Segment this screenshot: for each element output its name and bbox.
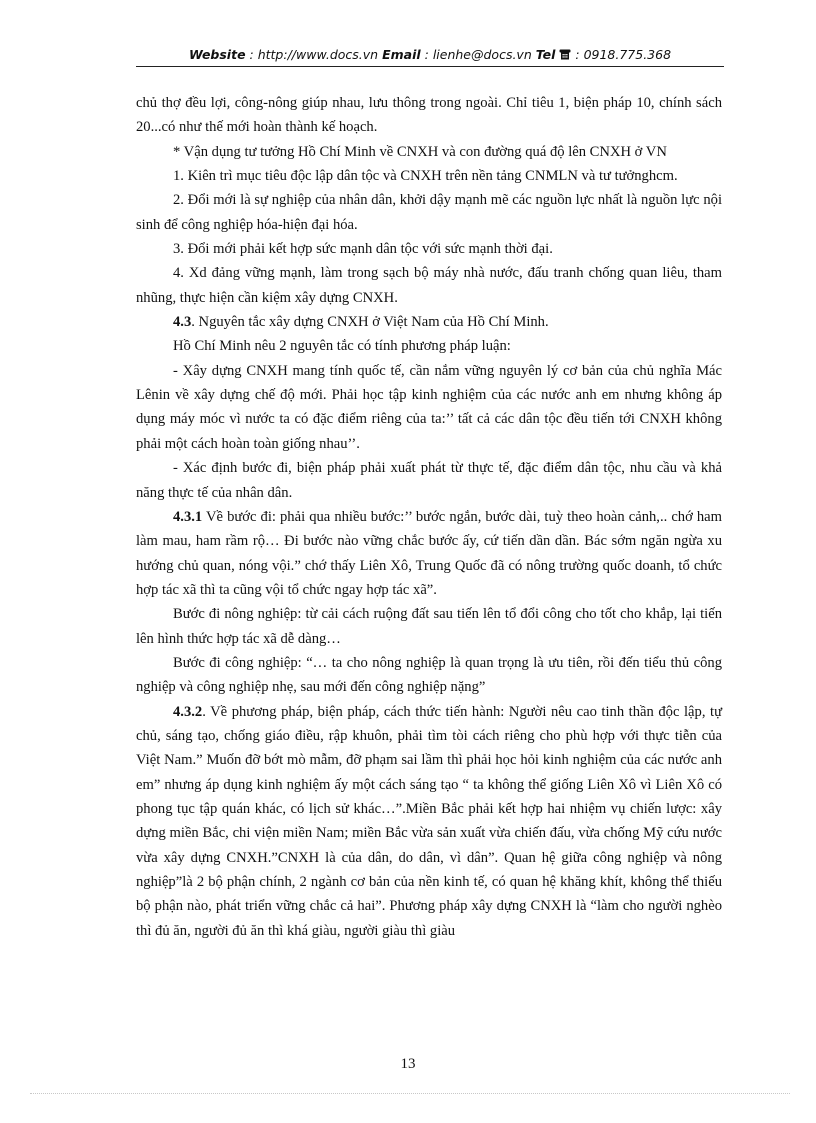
paragraph-agriculture: Bước đi nông nghiệp: từ cải cách ruộng đất sau tiến lên tổ đổi công cho tốt cho khắp, lại tiến lên hình thức hợp tác xã dễ dàng…: [136, 606, 722, 647]
section-text-4-3-1: Về bước đi: phải qua nhiều bước:’’ bước ngắn, bước dài, tuỳ theo hoàn cảnh,.. chớ ham làm mau, ham rầm rộ… Đi bước nào vững chắc bước ấy, cứ tiến dần dần. Bác sớm ngăn ngừa xu hướng chủ quan, nóng vội.” chớ thấy Liên Xô, Trung Quốc đã có nông trường quốc doanh, tổ chức hợp tác xã thì ta cũng vội tổ chức ngay hợp tác xã”.: [136, 508, 722, 598]
paragraph-1: chủ thợ đều lợi, công-nông giúp nhau, lưu thông trong ngoài. Chỉ tiêu 1, biện pháp 10, chính sách 20...có như thế mới hoàn thành kế hoạch.: [136, 95, 722, 136]
paragraph-item-3: 3. Đổi mới phải kết hợp sức mạnh dân tộc với sức mạnh thời đại.: [173, 241, 553, 258]
email-label: Email: [382, 47, 421, 62]
website-url[interactable]: : http://www.docs.vn: [245, 47, 383, 62]
section-title-4-3: . Nguyên tắc xây dựng CNXH ở Việt Nam của Hồ Chí Minh.: [191, 314, 549, 331]
tel-label: Tel: [535, 47, 556, 62]
section-text-4-3-2: . Về phương pháp, biện pháp, cách thức tiến hành: Người nêu cao tinh thần độc lập, tự chủ, sáng tạo, chống giáo điều, rập khuôn, phải tìm tòi cách riêng cho phù hợp với thực tiễn của Việt Nam.” Muốn đỡ bớt mò mẫm, đỡ phạm sai lầm thì phải học hỏi kinh nghiệm của các nước anh em” nhưng áp dụng kinh nghiệm ấy một cách sáng tạo “ ta không thể giống Liên Xô vì Liên Xô có phong tục tập quán khác, có lịch sử khác…”.Miền Bắc phải kết hợp hai nhiệm vụ chiến lược: xây dựng miền Bắc, chi viện miền Nam; miền Bắc vừa sản xuất vừa chiến đấu, vừa chống Mỹ cứu nước vừa xây dựng CNXH.”CNXH là của dân, do dân, vì dân”. Quan hệ giữa công nghiệp và nông nghiệp”là 2 bộ phận chính, 2 ngành cơ bản của nền kinh tế, có quan hệ khăng khít, không thể thiếu bộ phận nào, phát triển vững chắc cả hai”. Phương pháp xây dựng CNXH là “làm cho người nghèo thì đủ ăn, người đủ ăn thì khá giàu, người giàu thì giàu: [136, 703, 722, 939]
paragraph-principles-intro: Hồ Chí Minh nêu 2 nguyên tắc có tính phương pháp luận:: [173, 338, 511, 355]
page-number: 13: [400, 1056, 416, 1072]
paragraph-heading-vandung: * Vận dụng tư tưởng Hồ Chí Minh về CNXH và con đường quá độ lên CNXH ở VN: [173, 143, 667, 160]
section-number-4-3-1: 4.3.1: [173, 508, 203, 525]
paragraph-principle-1: - Xây dựng CNXH mang tính quốc tế, cần nắm vững nguyên lý cơ bản của chủ nghĩa Mác Lênin về xây dựng chế độ mới. Phải học tập kinh nghiệm của các nước anh em nhưng không áp dụng máy móc vì nước ta có đặc điểm riêng của ta:’’ tất cả các dân tộc đều tiến tới CNXH không phải một cách hoàn toàn giống nhau’’.: [136, 362, 722, 452]
section-4-3-1: [136, 505, 722, 602]
website-label: Website: [188, 47, 246, 62]
paragraph-principle-2: - Xác định bước đi, biện pháp phải xuất phát từ thực tế, đặc điểm dân tộc, nhu cầu và khả năng thực tế của nhân dân.: [136, 460, 722, 501]
page-header: [136, 47, 724, 62]
section-4-3-2: [136, 700, 722, 943]
phone-icon: [559, 49, 571, 60]
section-number-4-3: 4.3: [173, 314, 192, 331]
page-bottom-divider: [30, 1093, 790, 1094]
section-heading-4-3: [136, 310, 722, 334]
paragraph-item-1: 1. Kiên trì mục tiêu độc lập dân tộc và CNXH trên nền tảng CNMLN và tư tưởnghcm.: [173, 168, 678, 185]
paragraph-item-4: 4. Xd đảng vững mạnh, làm trong sạch bộ máy nhà nước, đấu tranh chống quan liêu, tham nhũng, thực hiện cần kiệm xây dựng CNXH.: [136, 265, 722, 306]
header-divider: [136, 66, 724, 67]
tel-number: : 0918.775.368: [571, 47, 672, 62]
section-number-4-3-2: 4.3.2: [173, 703, 203, 720]
email-address[interactable]: : lienhe@docs.vn: [420, 47, 536, 62]
paragraph-item-2: 2. Đổi mới là sự nghiệp của nhân dân, khởi dậy mạnh mẽ các nguồn lực nhất là nguồn lực nội sinh để công nghiệp hóa-hiện đại hóa.: [136, 192, 722, 233]
paragraph-industry: Bước đi công nghiệp: “… ta cho nông nghiệp là quan trọng là ưu tiên, rồi đến tiểu thủ công nghiệp và công nghiệp nhẹ, sau mới đến công nghiệp nặng”: [136, 654, 722, 696]
body-text: [136, 91, 722, 943]
